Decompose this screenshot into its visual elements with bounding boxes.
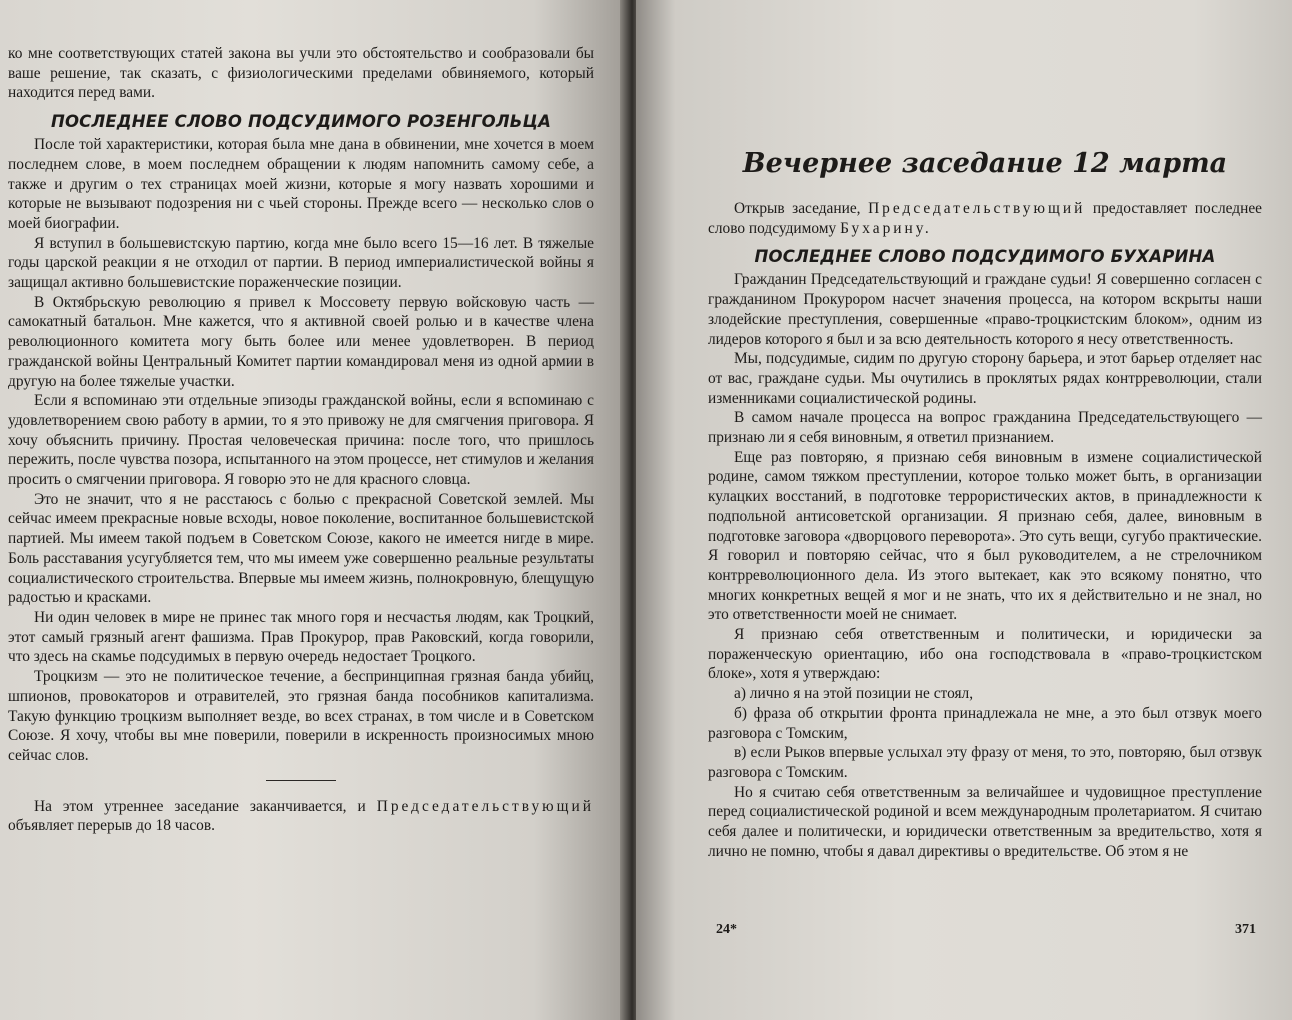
opening-chair: Председательствующий [868, 200, 1086, 217]
section-divider [266, 780, 336, 781]
left-paragraph: Ни один человек в мире не принес так много горя и несчастья людям, как Троцкий, этот самый грязный агент фашизма. Прав Прокурор, прав Раковский, когда говорили, что здесь на скамье подсудимых в первую очередь недостает Троцкого. [8, 608, 594, 666]
left-paragraph: Троцкизм — это не политическое течение, а беспринципная грязная банда убийц, шпионов, провокаторов и отравителей, это грязная банда пособников капитализма. Такую функцию троцкизм выполняет везде, во всех странах, в том числе и в Советском Союзе. Я хочу, чтобы вы мне поверили, поверили в искренность произносимых мною сейчас слов. [8, 668, 594, 764]
left-paragraph: Если я вспоминаю эти отдельные эпизоды гражданской войны, если я вспоминаю с удовлетворением свою работу в армии, то я это привожу не для смягчения приговора. Я хочу объяснить причину. Простая человеческая причина: после того, что пришлось пережить, после чувства позора, испытанного на этом процессе, нет стимулов и желания просить о смягчении приговора. Я говорю это не для красного словца. [8, 392, 594, 489]
left-paragraph: После той характеристики, которая была мне дана в обвинении, мне хочется в моем последнем слове, в моем последнем обращении к людям напомнить самому себе, а также и другим о тех страницах моей жизни, которые я могу назвать хорошими и которые не вызывают подозрения ни с чьей стороны. Прежде всего — несколько слов о моей биографии. [8, 136, 594, 232]
list-item: а) лично я на этой позиции не стоял, [734, 685, 974, 703]
right-page [636, 0, 1292, 1020]
page-number: 371 [1235, 922, 1256, 937]
right-paragraph: Мы, подсудимые, сидим по другую сторону барьера, и этот барьер отделяет нас от вас, граждане судьи. Мы очутились в проклятых рядах контрреволюции, стали изменниками социалистической родины. [708, 350, 1262, 407]
left-paragraph: Я вступил в большевистскую партию, когда мне было всего 15—16 лет. В тяжелые годы царской реакции я не отходил от партии. В период империалистической войны я защищал активно большевистские пораженческие позиции. [8, 234, 594, 292]
closing-note-chair: Председательствующий [376, 797, 594, 815]
bukharin-heading: ПОСЛЕДНЕЕ СЛОВО ПОДСУДИМОГО БУХАРИНА [754, 247, 1216, 267]
continuation-text: ко мне соответствующих статей закона вы учли это обстоятельство и сообразовали бы ваше решение, так сказать, с физиологическими пределами обвиняемого, который находится перед вами. [8, 45, 594, 102]
session-opening [708, 199, 1262, 238]
right-paragraph: Я признаю себя ответственным и политически, и юридически за пораженческую ориентацию, ибо она господствовала в «право-троцкистском блоке», хотя я утверждаю: [708, 626, 1262, 683]
opening-defendant: Бухарину. [840, 219, 932, 237]
right-paragraph: Еще раз повторяю, я признаю себя виновным в измене социалистической родине, самом тяжком преступлении, которое только может быть, в организации кулацких восстаний, в подготовке террористических актов, в принадлежности к подпольной антисоветской организации. Я признаю себя, далее, виновным в подготовке заговора «дворцового переворота». Это суть вещи, сугубо практические. Я говорил и повторяю сейчас, что я был руководителем, а не стрелочником контрреволюционного дела. Из этого вытекает, как это всякому понятно, что многих конкретных вещей я мог и не знать, что их я действительно и не знал, но это ответственности моей не снимает. [708, 448, 1262, 624]
right-paragraph: Но я считаю себя ответственным за величайшее и чудовищное преступление перед социалистической родиной и всем международным пролетариатом. Я считаю себя далее и политически, и юридически ответственным за вредительство, хотя я лично не помню, чтобы я давал директивы о вредительстве. Об этом я не [708, 783, 1262, 860]
left-paragraph: Это не значит, что я не расстаюсь с болью с прекрасной Советской землей. Мы сейчас имеем прекрасные новые всходы, новое поколение, воспитанное большевистской партией. Мы имеем такой подъем в Советском Союзе, какого не имеется нигде в мире. Боль расставания усугубляется тем, что мы имеем уже совершенно реальные результаты социалистического строительства. Впервые мы имеем жизнь, полнокровную, блещущую радостью и красками. [8, 490, 594, 607]
session-title: Вечернее заседание 12 марта [742, 148, 1228, 179]
right-paragraph: Гражданин Председательствующий и граждане судьи! Я совершенно согласен с гражданином Прокурором насчет значения процесса, на котором вскрыты наши злодейские преступления, совершенные «право-троцкистским блоком», одним из лидеров которого я был и за всю деятельность которого я несу ответственность. [708, 271, 1262, 348]
left-paragraph: В Октябрьскую революцию я привел к Моссовету первую войсковую часть — самокатный батальон. Мне кажется, что я активной своей ролью и в качестве члена революционного комитета могу быть более или менее удовлетворен. В период гражданской войны Центральный Комитет партии командировал меня из одной армии в другую на более тяжелые участки. [8, 293, 594, 390]
list-item: б) фраза об открытии фронта принадлежала не мне, а это был отзвук моего разговора с Томским, [708, 704, 1262, 742]
closing-note-pre: На этом утреннее заседание заканчивается, и [34, 797, 366, 815]
opening-mid: предоставляет последнее слово подсудимому [708, 200, 1262, 237]
closing-note-post: объявляет перерыв до 18 часов. [8, 817, 215, 835]
list-item: в) если Рыков впервые услыхал эту фразу от меня, то это, повторяю, был отзвук разговора с Томским. [708, 744, 1262, 781]
signature-mark: 24* [716, 922, 737, 937]
opening-pre: Открыв заседание, [734, 200, 861, 217]
right-paragraph: В самом начале процесса на вопрос гражданина Председательствующего — признаю ли я себя виновным, я ответил признанием. [708, 409, 1262, 447]
rosengolts-heading: ПОСЛЕДНЕЕ СЛОВО ПОДСУДИМОГО РОЗЕНГОЛЬЦА [50, 112, 552, 132]
closing-note [8, 797, 594, 836]
left-page [0, 0, 628, 1020]
